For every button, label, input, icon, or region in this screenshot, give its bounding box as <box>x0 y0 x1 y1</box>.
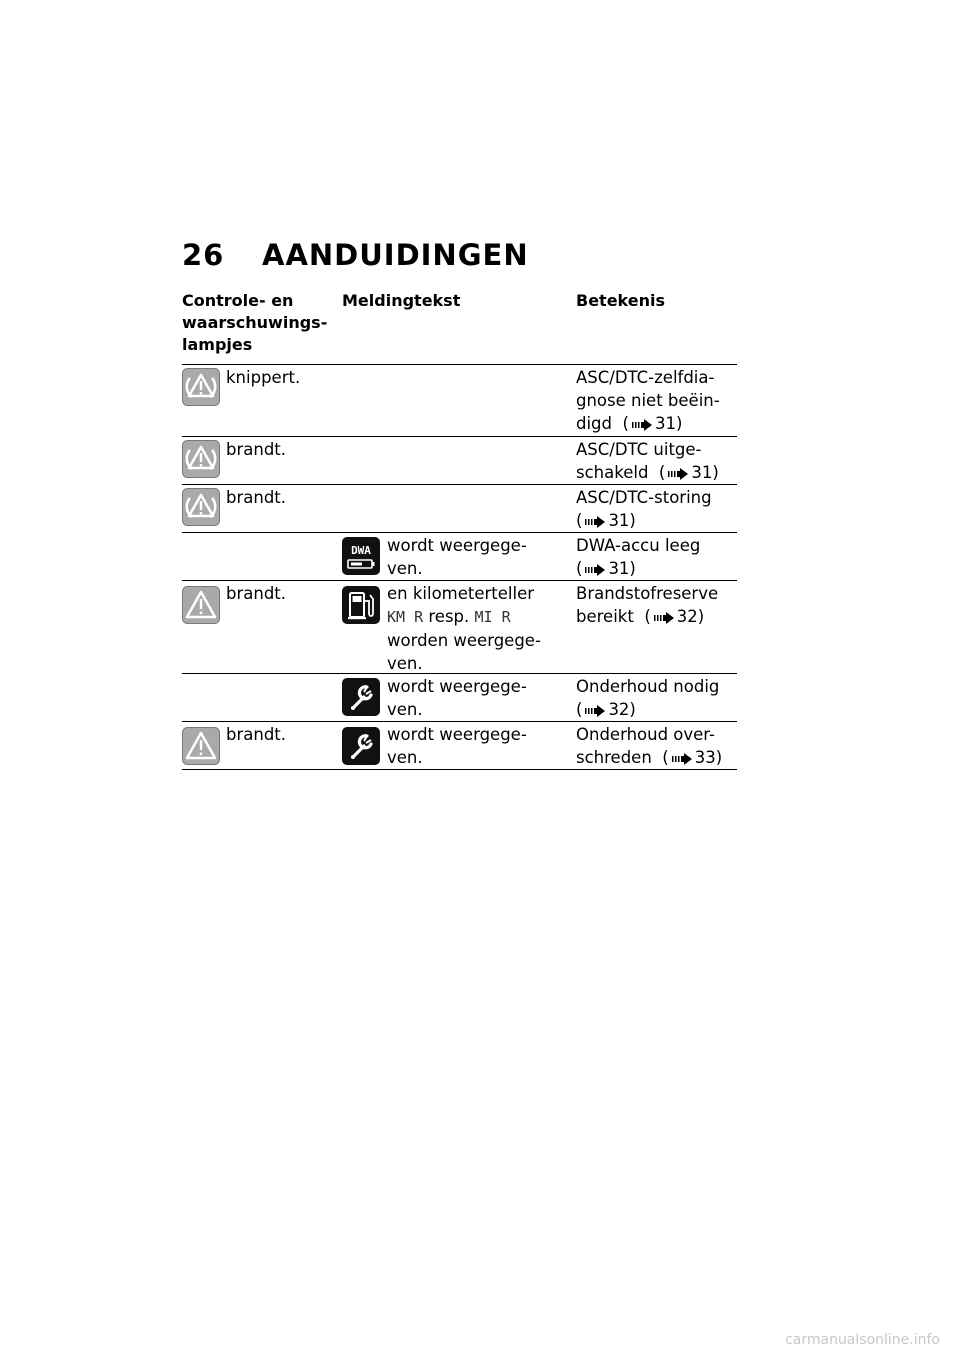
asc-dtc-warning-icon <box>182 368 220 406</box>
lamp-state: brandt. <box>226 440 287 459</box>
page-ref-arrow-icon <box>653 612 675 624</box>
message-text: wordt weergege- ven. <box>387 536 527 578</box>
header-meaning: Betekenis <box>576 291 666 310</box>
table-divider <box>182 484 737 485</box>
general-warning-icon <box>182 727 220 765</box>
lamp-state: brandt. <box>226 725 287 744</box>
lamp-state: brandt. <box>226 584 287 603</box>
meaning-text: Onderhoud nodig ( 32) <box>576 677 720 719</box>
meaning-text: DWA-accu leeg ( 31) <box>576 536 701 578</box>
general-warning-icon <box>182 586 220 624</box>
table-divider <box>182 721 737 722</box>
table-divider <box>182 580 737 581</box>
wrench-icon <box>342 727 380 765</box>
page-ref-arrow-icon <box>671 753 693 765</box>
dwa-battery-icon <box>342 537 380 575</box>
message-text: wordt weergege- ven. <box>387 677 527 719</box>
header-lamps: Controle- en waarschuwings-lampjes <box>182 291 328 354</box>
page-ref-arrow-icon <box>584 705 606 717</box>
message-text: wordt weergege- ven. <box>387 725 527 767</box>
page-title: AANDUIDINGEN <box>262 238 529 272</box>
page-ref-arrow-icon <box>631 419 653 431</box>
table-divider <box>182 673 737 674</box>
asc-dtc-warning-icon <box>182 440 220 478</box>
meaning-text: ASC/DTC uitge- schakeld ( 31) <box>576 440 719 482</box>
page-ref-arrow-icon <box>584 564 606 576</box>
page-ref-arrow-icon <box>584 516 606 528</box>
table-divider <box>182 532 737 533</box>
asc-dtc-warning-icon <box>182 488 220 526</box>
watermark: carmanualsonline.info <box>785 1332 940 1348</box>
page-ref-arrow-icon <box>667 468 689 480</box>
fuel-pump-icon <box>342 586 380 624</box>
page-number: 26 <box>182 238 225 272</box>
table-divider <box>182 436 737 437</box>
meaning-text: ASC/DTC-storing ( 31) <box>576 488 712 530</box>
page-heading <box>182 238 529 272</box>
meaning-text: Brandstofreserve bereikt ( 32) <box>576 584 719 626</box>
wrench-icon <box>342 678 380 716</box>
message-text: en kilometerteller KM R resp. MI R worden weergege- ven. <box>387 584 541 673</box>
header-message: Meldingtekst <box>342 291 461 310</box>
lamp-state: knippert. <box>226 368 301 387</box>
lamp-state: brandt. <box>226 488 287 507</box>
meaning-text: ASC/DTC-zelfdia- gnose niet beëin- digd ( 31) <box>576 368 720 433</box>
table-divider <box>182 364 737 365</box>
meaning-text: Onderhoud over- schreden ( 33) <box>576 725 723 767</box>
table-divider <box>182 769 737 770</box>
